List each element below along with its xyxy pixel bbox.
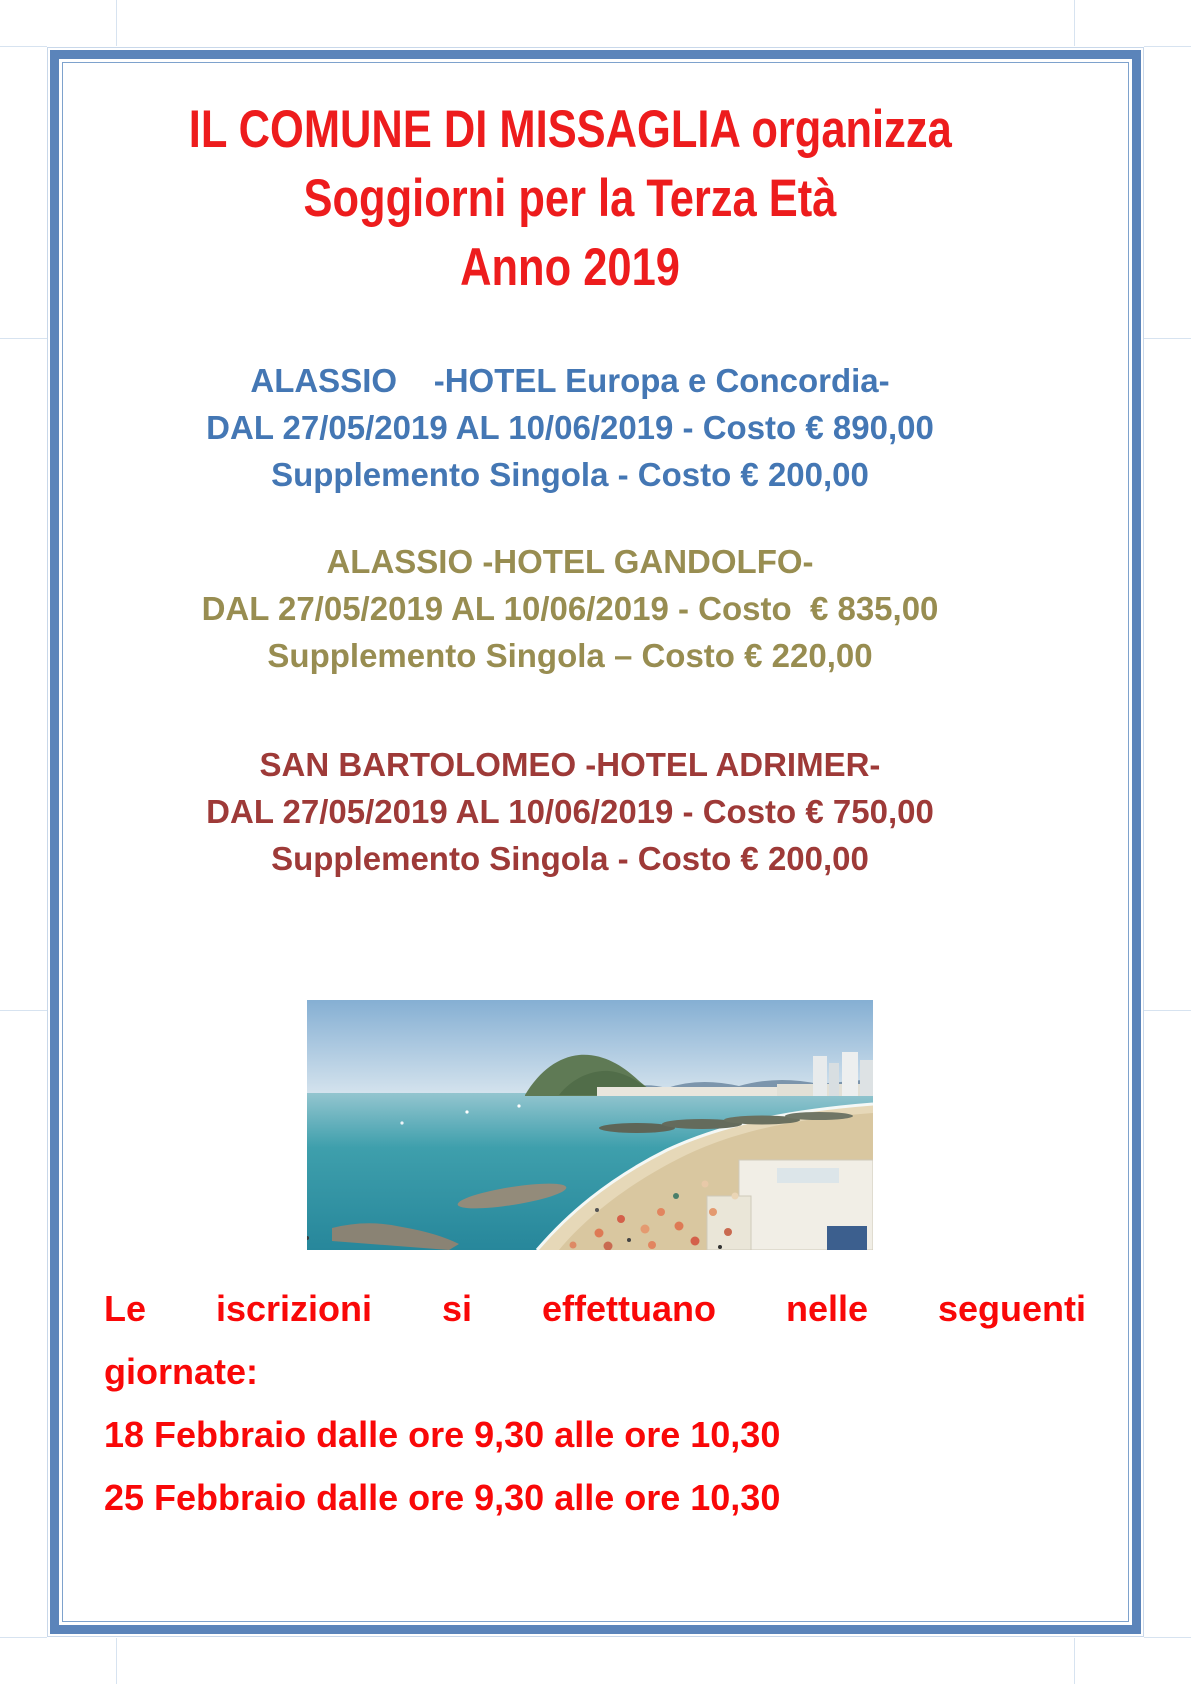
page-title [75, 95, 1065, 302]
enrollment-intro-line: giornate: [104, 1351, 259, 1392]
gridline-tick [1144, 46, 1191, 47]
offer-supplement-line: Supplemento Singola - Costo € 200,00 [271, 456, 869, 493]
enrollment-intro-line: Le iscrizioni si effettuano nelle seguenti [104, 1288, 1086, 1329]
gridline-tick [1074, 1638, 1075, 1684]
title-line: IL COMUNE DI MISSAGLIA organizza [188, 100, 952, 159]
offer-dates-price-line: DAL 27/05/2019 AL 10/06/2019 - Costo € 890,00 [206, 409, 934, 446]
offer-hotel-line: SAN BARTOLOMEO -HOTEL ADRIMER- [259, 746, 881, 783]
offer-dates-price-line: DAL 27/05/2019 AL 10/06/2019 - Costo € 835,00 [201, 590, 939, 627]
beach-photo [307, 1000, 873, 1250]
gridline-tick [0, 338, 47, 339]
offer-san-bartolomeo-hotel-adrimer [75, 741, 1065, 882]
gridline-tick [1144, 1010, 1191, 1011]
enrollment-date-line: 18 Febbraio dalle ore 9,30 alle ore 10,30 [104, 1414, 781, 1455]
gridline-tick [1144, 338, 1191, 339]
offer-supplement-line: Supplemento Singola - Costo € 200,00 [271, 840, 869, 877]
offer-hotel-line: ALASSIO -HOTEL GANDOLFO- [326, 543, 814, 580]
gridline-tick [0, 46, 47, 47]
enrollment-info [104, 1277, 1086, 1529]
gridline-tick [116, 1638, 117, 1684]
gridline-tick [1144, 1637, 1191, 1638]
title-line: Anno 2019 [460, 238, 680, 297]
offer-hotel-line: ALASSIO -HOTEL Europa e Concordia- [250, 362, 890, 399]
gridline-tick [1074, 0, 1075, 46]
enrollment-date-line: 25 Febbraio dalle ore 9,30 alle ore 10,30 [104, 1477, 781, 1518]
offer-dates-price-line: DAL 27/05/2019 AL 10/06/2019 - Costo € 750,00 [206, 793, 934, 830]
gridline-tick [116, 0, 117, 46]
gridline-tick [0, 1637, 47, 1638]
title-line: Soggiorni per la Terza Età [303, 169, 837, 228]
offer-alassio-hotel-europa-concordia [75, 357, 1065, 498]
gridline-tick [0, 1010, 47, 1011]
offer-supplement-line: Supplemento Singola – Costo € 220,00 [267, 637, 873, 674]
offer-alassio-hotel-gandolfo [75, 538, 1065, 679]
